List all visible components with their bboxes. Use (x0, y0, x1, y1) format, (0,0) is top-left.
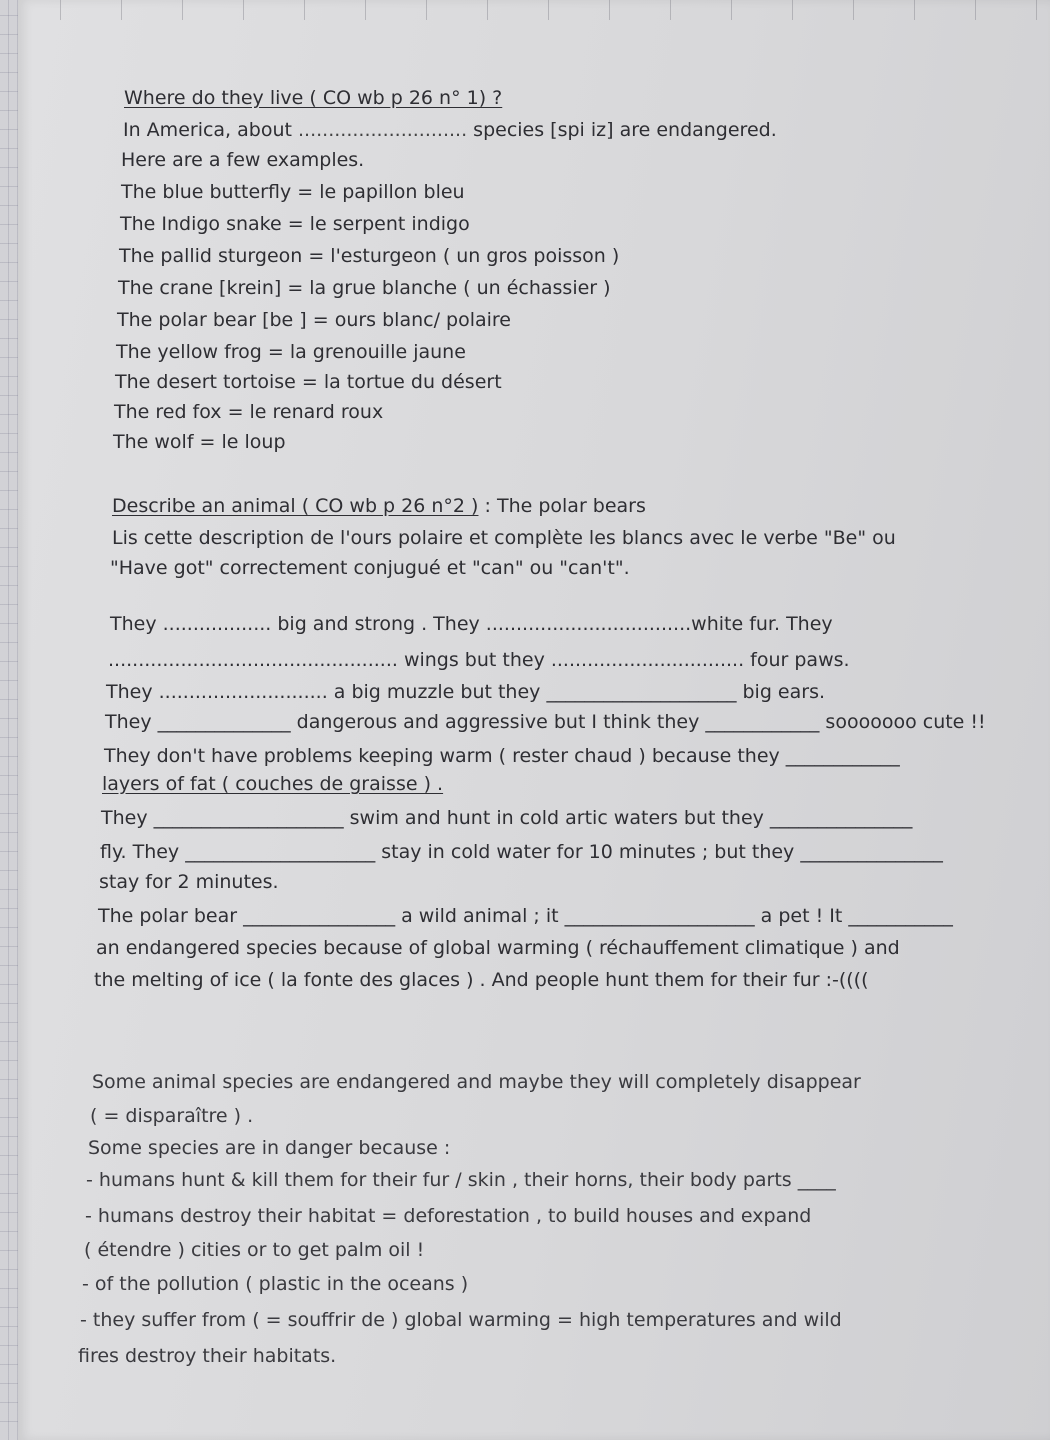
paragraph-line: ( = disparaître ) . (90, 1105, 254, 1127)
paragraph-line: Some animal species are endangered and maybe they will completely disappear (92, 1071, 861, 1093)
intro-text-b: species [spi iz] are endangered. (473, 119, 777, 141)
exercise-line: They ............................ a big muzzle but they ____________________ big ears. (106, 681, 826, 703)
examples-intro: Here are a few examples. (121, 149, 365, 171)
paragraph-line: - they suffer from ( = souffrir de ) global warming = high temperatures and wild (80, 1309, 842, 1331)
paragraph-line: fires destroy their habitats. (78, 1345, 337, 1367)
exercise-line: They ______________ dangerous and aggressive but I think they ____________ sooooooo cute !! (105, 711, 986, 733)
exercise-line: They don't have problems keeping warm ( rester chaud ) because they ____________ (104, 745, 900, 767)
instruction-line: "Have got" correctement conjugué et "can" ou "can't". (110, 557, 630, 579)
exercise-line: The polar bear ________________ a wild animal ; it ____________________ a pet ! It ___________ (98, 905, 953, 927)
example-item: The crane [krein] = la grue blanche ( un échassier ) (118, 277, 611, 299)
exercise-line: an endangered species because of global warming ( réchauffement climatique ) and (96, 937, 900, 959)
example-item: The pallid sturgeon = l'esturgeon ( un gros poisson ) (119, 245, 620, 267)
example-item: The wolf = le loup (113, 431, 286, 453)
instruction-line: Lis cette description de l'ours polaire et complète les blancs avec le verbe "Be" ou (112, 527, 896, 549)
example-item: The Indigo snake = le serpent indigo (120, 213, 470, 235)
paragraph-line: - humans destroy their habitat = deforestation , to build houses and expand (85, 1205, 812, 1227)
exercise-line: They ____________________ swim and hunt in cold artic waters but they _______________ (101, 807, 913, 829)
paragraph-line: ( étendre ) cities or to get palm oil ! (84, 1239, 425, 1261)
section2-title: Describe an animal ( CO wb p 26 n°2 ) (112, 495, 479, 517)
section2-heading (112, 494, 646, 518)
exercise-line: stay for 2 minutes. (99, 871, 279, 893)
paragraph-line: Some species are in danger because : (88, 1137, 451, 1159)
example-item: The yellow frog = la grenouille jaune (116, 341, 466, 363)
notebook-top-edge (0, 0, 1050, 20)
paragraph-line: - of the pollution ( plastic in the oceans ) (82, 1273, 469, 1295)
example-item: The polar bear [be ] = ours blanc/ polaire (117, 309, 511, 331)
intro-line (123, 118, 777, 142)
example-item: The desert tortoise = la tortue du désert (115, 371, 502, 393)
example-item: The red fox = le renard roux (114, 401, 384, 423)
notebook-grid-margin (0, 0, 18, 1440)
exercise-line: the melting of ice ( la fonte des glaces ) . And people hunt them for their fur :-(((( (94, 969, 869, 991)
exercise-line: layers of fat ( couches de graisse ) . (102, 773, 444, 795)
section2-title-suffix: : The polar bears (484, 495, 646, 517)
paragraph-line: - humans hunt & kill them for their fur / skin , their horns, their body parts ____ (86, 1169, 836, 1191)
exercise-line: ................................................ wings but they ................................ four paws. (108, 649, 850, 671)
intro-text-a: In America, about (123, 119, 292, 141)
example-item: The blue butterfly = le papillon bleu (121, 181, 465, 203)
exercise-line: fly. They ____________________ stay in cold water for 10 minutes ; but they _______________ (100, 841, 943, 863)
exercise-line: They .................. big and strong . They ..................................white fur. They (110, 613, 833, 635)
section1-title: Where do they live ( CO wb p 26 n° 1) ? (124, 87, 503, 109)
intro-blank: ............................ (298, 119, 468, 141)
